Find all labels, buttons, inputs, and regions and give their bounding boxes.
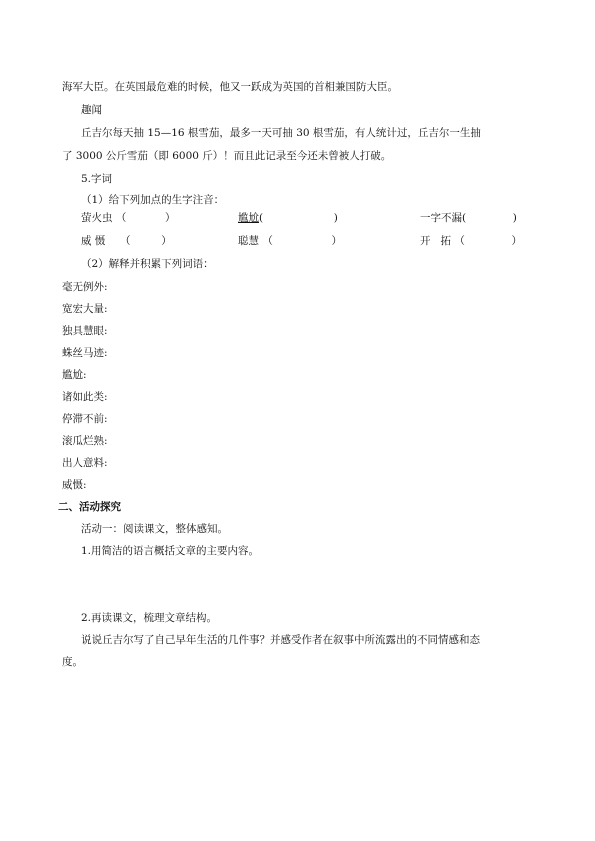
pinyin-word: 尴尬 — [238, 212, 259, 224]
question-2: 2.再读课文，梳理文章结构。 — [81, 612, 218, 624]
paragraph-line: 海军大臣。在英国最危难的时候，他又一跃成为英国的首相兼国防大臣。 — [62, 81, 398, 93]
activity-title: 活动一：阅读课文，整体感知。 — [81, 523, 228, 535]
pinyin-item — [420, 234, 522, 248]
pinyin-item — [81, 211, 176, 225]
vocab-instruction: （2）解释并积累下列词语： — [81, 258, 214, 270]
vocab-item: 独具慧眼: — [62, 325, 108, 337]
question-1: 1.用简洁的语言概括文章的主要内容。 — [81, 545, 260, 557]
pinyin-close-paren: ） — [511, 235, 523, 247]
vocab-item: 尴尬: — [62, 369, 87, 381]
pinyin-close-paren: ） — [165, 212, 176, 224]
question-2-detail: 度。 — [62, 656, 83, 668]
vocab-item: 蛛丝马迹: — [62, 347, 108, 359]
vocab-item: 毫无例外: — [62, 281, 108, 293]
pinyin-close-paren: ） — [161, 235, 172, 247]
subheading-anecdote: 趣闻 — [81, 104, 102, 116]
vocab-item: 宽宏大量: — [62, 303, 108, 315]
pinyin-open-paren: ( — [259, 212, 264, 224]
pinyin-word: 聪慧 — [238, 235, 259, 247]
pinyin-item — [420, 211, 517, 225]
vocab-item: 诸如此类: — [62, 391, 108, 403]
pinyin-open-paren: （ — [454, 235, 465, 247]
pinyin-close-paren: ) — [333, 212, 338, 224]
vocab-item: 威慑: — [62, 479, 87, 491]
section-heading: 二、活动探究 — [58, 501, 121, 513]
pinyin-row — [81, 234, 541, 248]
question-2-detail: 说说丘吉尔写了自己早年生活的几件事？并感受作者在叙事中所流露出的不同情感和态 — [81, 634, 480, 646]
pinyin-instruction: （1）给下列加点的生字注音： — [81, 194, 225, 206]
pinyin-row — [81, 211, 541, 225]
vocab-item: 滚瓜烂熟: — [62, 435, 108, 447]
pinyin-word: 萤火虫 — [81, 212, 113, 224]
pinyin-item — [238, 234, 342, 248]
pinyin-open-paren: ( — [462, 212, 467, 224]
pinyin-word: 开 拓 — [420, 235, 452, 247]
pinyin-close-paren: ) — [512, 212, 517, 224]
pinyin-close-paren: ） — [331, 235, 343, 247]
pinyin-item — [238, 211, 338, 225]
pinyin-open-paren: （ — [115, 212, 127, 224]
pinyin-word: 威 慑 — [81, 235, 106, 247]
vocab-item: 出人意料: — [62, 457, 108, 469]
pinyin-open-paren: （ — [120, 235, 131, 247]
pinyin-item — [81, 234, 172, 248]
pinyin-open-paren: （ — [262, 235, 273, 247]
paragraph-line: 丘吉尔每天抽 15—16 根雪茄，最多一天可抽 30 根雪茄，有人统计过，丘吉尔一生抽 — [81, 127, 481, 139]
paragraph-line: 了 3000 公斤雪茄（即 6000 斤）！而且此记录至今还未曾被人打破。 — [62, 150, 392, 162]
pinyin-word: 一字不漏 — [420, 212, 462, 224]
section-title-words: 5.字词 — [81, 173, 113, 185]
vocab-item: 停滞不前: — [62, 413, 108, 425]
